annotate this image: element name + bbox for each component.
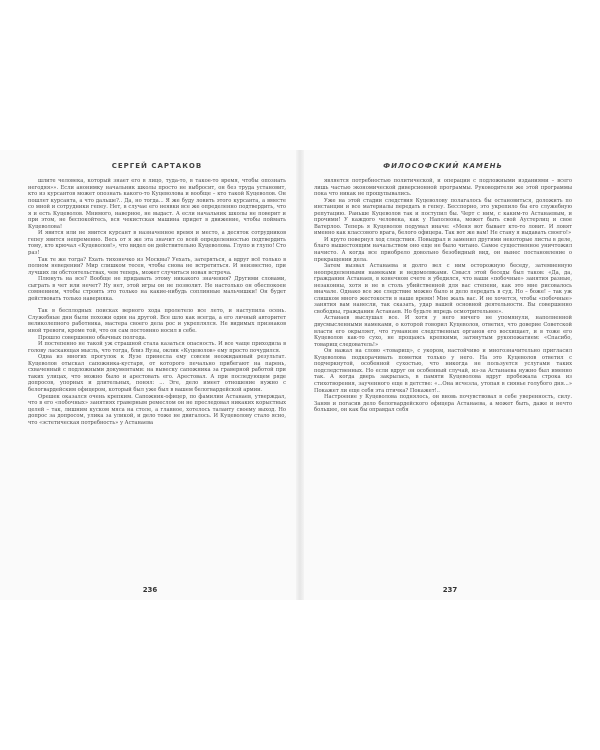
paragraph: Так в бесплодных поисках верного хода пролетело все лето, и наступила осень. Служебные дни были похожи один на другой. Все шло как всегда, а его личный авторитет великолепного работника, мастера своего дела рос и укреплялся. Не видимых признаков иной тревоги, кроме той, что он сам постоянно носил в себе. [28,308,286,335]
paragraph: Орешек оказался очень крепким. Сапожник-офицер, по фамилии Астанаев, утверждал, что в его «побочных» занятиях граверным ремеслом он не преследовал никаких корыстных целей – так, лишним куском мяса на столе, а главное, хотелось таланту своему выход. Но допрос за допросом, улика за уликой, и дело тоже не двигалось. И Куцеволову стало ясно, что «эстетическая потребность» у Астанаева [28,393,286,426]
left-body-text [28,178,286,426]
paragraph: шлите человека, который знает его в лицо, туда-то, в такое-то время, чтобы опознать негодяя»». Если анонимку начальник школы просто не выбросит, он без труда установит, кто из курсантов может опознать какого-то Куцеволова и вообще – кто такой Куцеволов. Он пошлет курсанта, а что дальше?.. Да, но тогда... Я же буду ловить этого курсанта, а вместе со мной и сотрудники гепеу. Нет, в случае его неявки все же определенно подтвердить, что я и есть Куцеволов. Мнимого, наверное, не выдаст. А если начальник школы не поверит и при этом, не беспокойтесь, вся чекистская машина придет в движение, чтобы поймать Куцеволова! [28,178,286,230]
paragraph: Он нажал на слово «товарищ», с укором, настойчиво и многозначительно пригласил Куцеволова подкорачивать пометки только у него. На это Куцеволов ответил с подчеркнутой, особенной сухостью, что никогда не пользуется услугами таких подследственных. Но если вдруг он особенный случай, из-за Астанаева нужно был именно так. А когда дверь закрылась, в памяти Куцеволова вдруг пробежала строка из стихотворения, заученного еще в детстве: «...Она исчезла, утопая в сиянье голубого дня...» Покажет ли еще себя эта птичка? Покажет!.. [314,348,572,394]
paragraph: Уже на этой стадии следствия Куцеволову полагалось бы остановиться, доложить по инстанции и все материалы передать в гепеу. Бесспорно, это укрепило бы его служебную репутацию. Раньше Куцеволов так и поступил бы. Черт с ним, с каким-то Астанаевым, и прочими! У каждого человека, как у Наполеона, может быть свой Аустерлиц и свое Ватерлоо. Теперь я Куцеволов подумал иначе: «Меня вот бывает кто-то ловит. И ловят именно как классового врага, белого офицера. Так вот же вам! Не стану я выдавать своего!» [314,197,572,237]
right-page [300,150,600,600]
left-page-number: 236 [142,586,158,594]
right-body-text [314,178,572,414]
left-page [0,150,300,600]
paragraph: Одна из многих прогулок к Яузе принесла ему совсем неожиданный результат. Куцеволов отыскал сапожника-кустаря, от которого печально прибегают на парень, схваченный с подложными документами: на вывеску сапожника за граверной работой при таких улицах, что можно было и арестовать его. Арестовал. А при последующем ряде допросов, упорных и длительных, понял: ... Эге, дело имеет отношение нужно с белогвардейским офицером, который был уже был в вашем белогвардейской армии. [28,354,286,393]
right-page-number: 237 [442,586,458,594]
right-running-header: ФИЛОСОФСКИЙ КАМЕНЬ [383,162,503,170]
paragraph: Прошло совершенно обычных полгода. [38,334,147,341]
paragraph: И круто повернул ход следствия. Повыдрал и заменил другими некоторые листы в деле, благо вышестоящим начальством оно еще не было читано. Самое существенное уничтожил начисто. А когда все приобрело довольно безобидный вид, он вынес постановление о прекращении дела. [314,236,572,263]
paragraph: И постепенно не такой уж страшной стала казаться опасность. И все чаще приходила в голову ласкающая мысль, что тогда, близ Яузы, оклик «Куцеволов» ему просто почудился. [28,341,286,354]
paragraph: Затем вызвал Астанаева и долго вел с ним осторожную беседу, затемненную неопределенными намеками и недомолвками. Смысл этой беседы был таков: «Да, да, гражданин Астанаев, в конечном счете я убедился, что ваши «побочные» занятия разные, незаконны, хотя и не в столь убийственной для вас степени, как это мне рисовалось вначале. Однако все же следствие можно было и дело передать в суд. Но – боже! – так уж слишком много жестокости в наше время! Мне жаль вас. И не хочется, чтобы «побочные» занятия вам нанесли, так сказать, удар вашей основной деятельности. Вы совершенно свободны, гражданин Астанаев. Но будьте впредь осмотрительнее». [314,263,572,315]
paragraph: Плюнуть на все? Вообще не придавать этому никакого значения? Другими словами, сыграть в чет или нечет? Ну нет, этой игры он не позволит. Не настолько он обеспокоен сомнением, чтобы строить это только на какие-нибудь соплинные мальчишки! Он будет действовать только наверняка. [28,276,286,302]
paragraph: Астанаев выслушал все. И хотя у него ничего не упомянули, наполненной двусмысленными намеками, о которой говорил Куцеволов, ответил, что доверие Советской власти его окрыляет, что гуманизм следственных органов его восхищает, и в тоже его Куцеволов как-то сухо, не прощаясь крепкими, затянутым рукопожатием: «Спасибо, товарищ следователь!» [314,315,572,348]
book-spread [0,150,600,600]
left-running-header: СЕРГЕЙ САРТАКОВ [111,162,203,170]
paragraph: Так те же тогда? Ехать тихонечко из Москвы? Уехать, затеряться, а вдруг всё только в полном неведении? Мир слишком тесен, чтобы снова не встретиться. И неизвестно, при лучших ли обстоятельствах, чем теперь, может случиться новая встреча. [28,256,286,276]
paragraph: И явится или не явится курсант в назначенное время и место, а десяток сотрудников гепеу явится непременно. Весь от я же эта значит со всей определенностью подтвердить тому, кто крючал «Куцеволов!», что видел он действительно Куцеволова. Глупо и глупо! Сто раз! [28,230,286,257]
paragraph: является потребностью политической, и операции с подложными изданиями – всего лишь частью экономической диверсионной программы. Руководители же этой программы пока что никак не прощупывались. [314,178,572,198]
paragraph: Настроение у Куцеволова поднялось, он вновь почувствовал в себе уверенность, силу. Заняв и погасив дело белогвардейского офицера Астанаева, а может быть, даже и нечто большее, он как бы оправдал себя [314,394,572,414]
